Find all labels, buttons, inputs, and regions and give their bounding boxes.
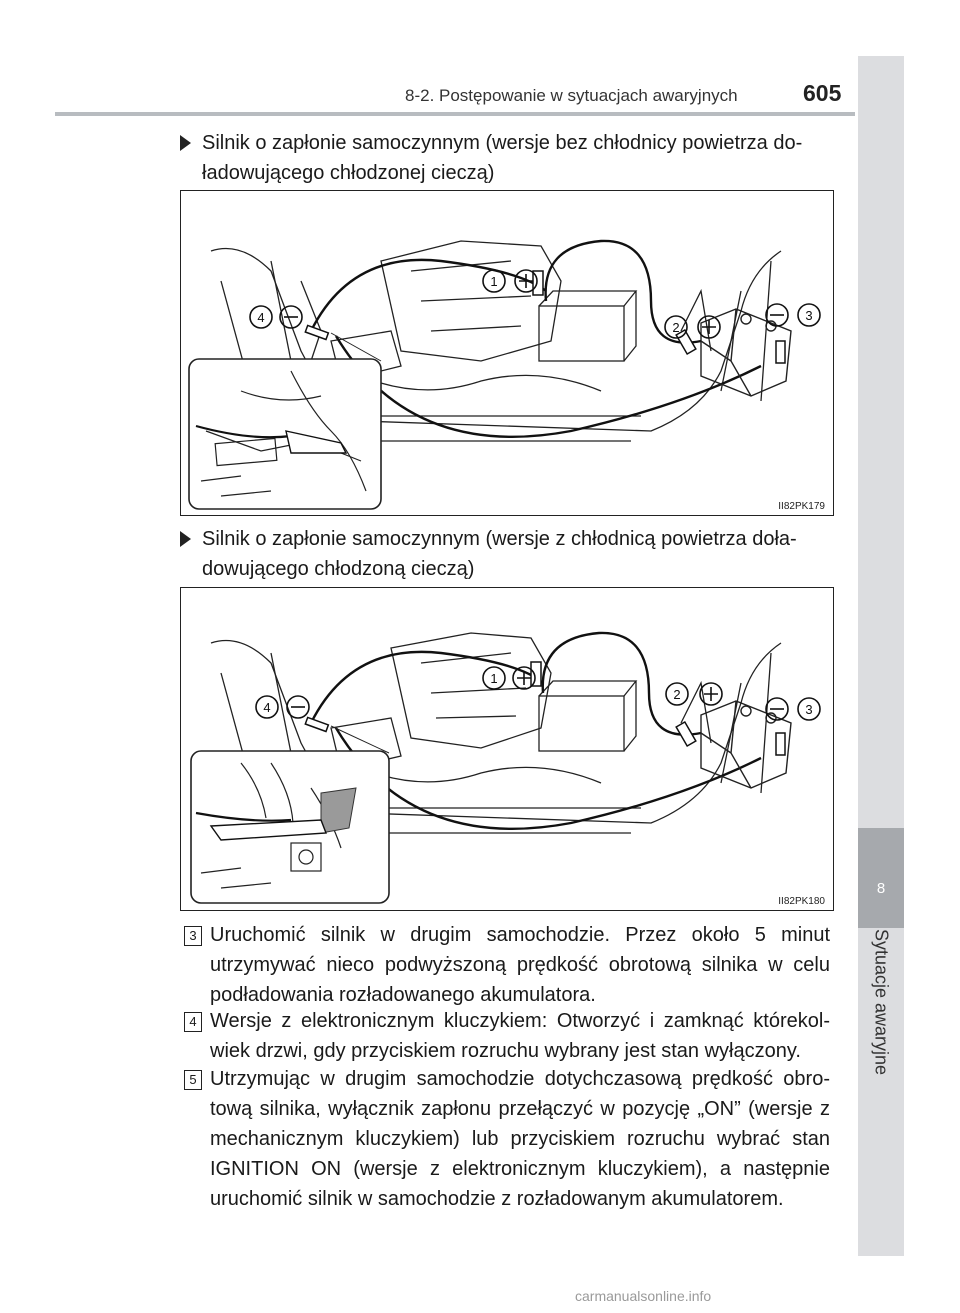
bullet-arrow-icon: [180, 531, 191, 547]
engine-bay-illustration: [181, 588, 833, 910]
step-number: 5: [184, 1070, 202, 1090]
chapter-side-tab-active[interactable]: [858, 828, 904, 928]
step-text: Utrzymując w drugim samochodzie dotychczasową prędkość obro-tową silnika, wyłącznik zapłonu przełączyć w pozycję „ON” (wersje z mechanicznym kluczykiem) lub przyciskiem rozruchu wybrać stan IGNITION ON (wersje z elektronicznym kluczykiem), a następnie uruchomić silnik w samochodzie z rozładowanym akumulatorem.: [210, 1068, 830, 1210]
engine-figure-2: [180, 587, 834, 911]
engine-bay-illustration: [181, 191, 833, 515]
step-number: 3: [184, 926, 202, 946]
bullet-item: [180, 128, 840, 188]
callout-label: 3: [805, 308, 813, 323]
callout-label: 1: [490, 671, 498, 686]
bullet-text: Silnik o zapłonie samoczynnym (wersje z chłodnicą powietrza doła-dowującego chłodzoną cieczą): [202, 528, 797, 580]
step-number: 4: [184, 1012, 202, 1032]
callout-label: 2: [672, 320, 680, 335]
step-text: Uruchomić silnik w drugim samochodzie. Przez około 5 minut utrzymywać nieco podwyższoną prędkość obrotową silnika w celu podładowania rozładowanego akumulatora.: [210, 924, 830, 1006]
chapter-number: 8: [876, 880, 886, 897]
chapter-side-tab: [858, 56, 904, 1256]
callout-label: 1: [490, 274, 498, 289]
figure-code: II82PK180: [778, 896, 825, 907]
step-item: [184, 1006, 830, 1066]
callout-label: 4: [257, 310, 265, 325]
page-number: 605: [803, 80, 842, 106]
bullet-arrow-icon: [180, 135, 191, 151]
step-text: Wersje z elektronicznym kluczykiem: Otworzyć i zamknąć którekol-wiek drzwi, gdy przyciskiem rozruchu wybrany jest stan wyłączony.: [210, 1010, 830, 1062]
watermark: carmanualsonline.info: [575, 1288, 712, 1304]
engine-figure-1: [180, 190, 834, 516]
bullet-item: [180, 524, 840, 584]
step-item: [184, 920, 830, 1010]
chapter-title: Sytuacje awaryjne: [871, 928, 892, 1076]
bullet-text: Silnik o zapłonie samoczynnym (wersje bez chłodnicy powietrza do-ładowującego chłodzonej cieczą): [202, 132, 803, 184]
callout-label: 4: [263, 700, 271, 715]
callout-label: 3: [805, 702, 813, 717]
header-rule: [55, 112, 855, 116]
figure-code: II82PK179: [778, 501, 825, 512]
callout-label: 2: [673, 687, 681, 702]
step-item: [184, 1064, 830, 1214]
section-header: 8-2. Postępowanie w sytuacjach awaryjnych: [405, 86, 738, 105]
